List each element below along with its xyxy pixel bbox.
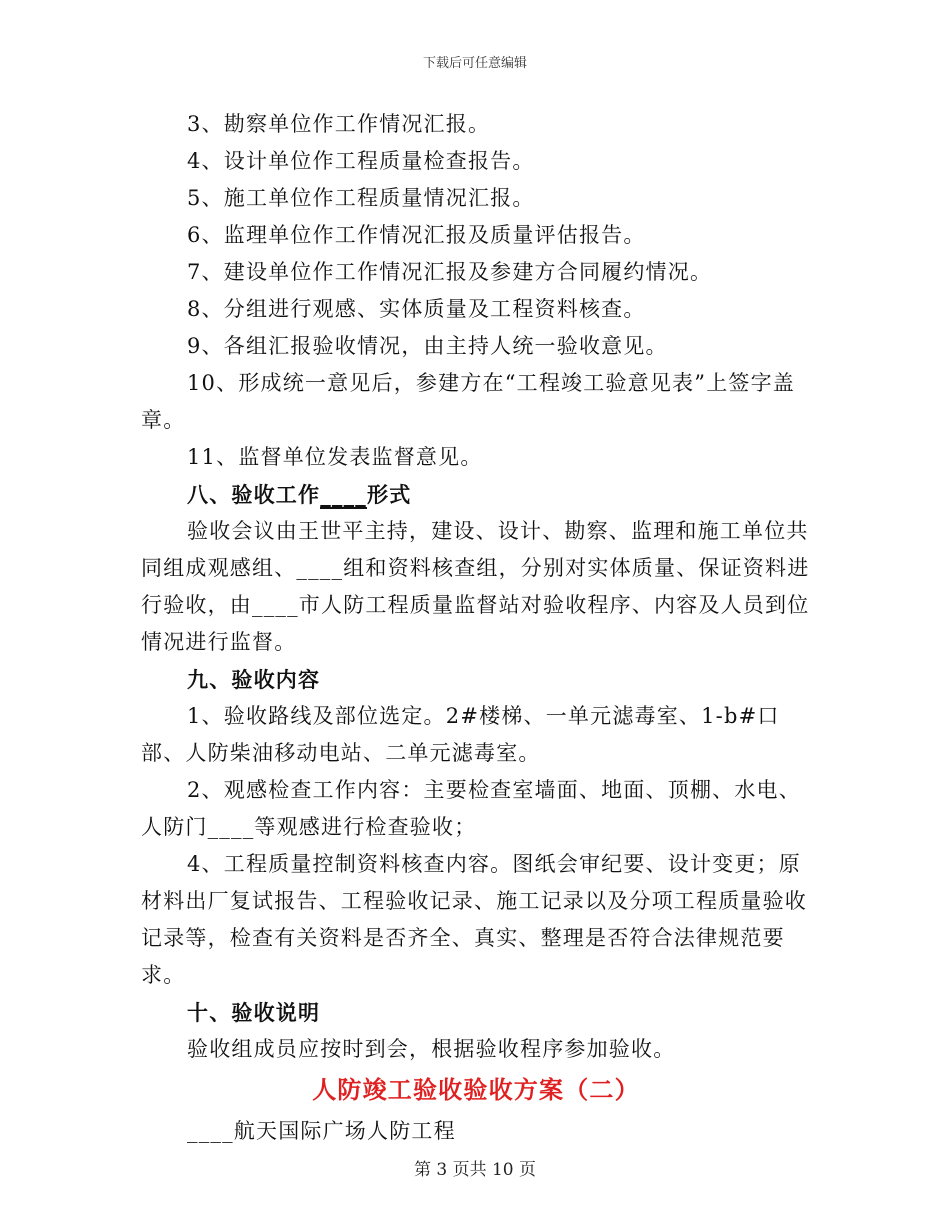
list-item: 8、分组进行观感、实体质量及工程资料核查。 <box>187 297 646 321</box>
section-heading-10: 十、验收说明 <box>187 1000 321 1025</box>
section-8-body: 验收会议由王世平主持，建设、设计、勘察、监理和施工单位共同组成观感组、____组和资料核查组，分别对实体质量、保证资料进行验收，由____市人防工程质量监督站对验收程序、内容及人员到位情况进行监督。 <box>141 519 810 654</box>
list-item: 1、验收路线及部位选定。2#楼梯、一单元滤毒室、1-b#口部、人防柴油移动电站、二单元滤毒室。 <box>141 704 780 765</box>
page-footer: 第 3 页共 10 页 <box>413 1160 537 1180</box>
document-body <box>141 106 811 1152</box>
list-item: 7、建设单位作工作情况汇报及参建方合同履约情况。 <box>187 260 713 284</box>
section-heading-8 <box>141 476 811 513</box>
list-item: 6、监理单位作工作情况汇报及质量评估报告。 <box>187 223 646 247</box>
list-item: 4、设计单位作工程质量检查报告。 <box>187 149 535 173</box>
list-item: 4、工程质量控制资料核查内容。图纸会审纪要、设计变更；原材料出厂复试报告、工程验收记录、施工记录以及分项工程质量验收记录等，检查有关资料是否齐全、真实、整理是否符合法律规范要求。 <box>141 852 807 987</box>
list-item: 3、勘察单位作工作情况汇报。 <box>187 112 491 136</box>
section-heading-9: 九、验收内容 <box>187 667 321 692</box>
heading-blank: ____ <box>320 482 368 507</box>
heading-suffix: 形式 <box>367 482 412 507</box>
list-item: 10、形成统一意见后，参建方在“工程竣工验意见表”上签字盖章。 <box>141 371 795 432</box>
list-item: 9、各组汇报验收情况，由主持人统一验收意见。 <box>187 334 668 358</box>
section-10-body: 验收组成员应按时到会，根据验收程序参加验收。 <box>187 1037 676 1061</box>
heading-prefix: 八、验收工作 <box>187 482 321 507</box>
page-header: 下载后可任意编辑 <box>422 56 527 71</box>
list-item: 2、观感检查工作内容：主要检查室墙面、地面、顶棚、水电、人防门____等观感进行检查验收； <box>141 778 801 839</box>
list-item: 11、监督单位发表监督意见。 <box>187 445 483 469</box>
document-title-2: 人防竣工验收验收方案（二） <box>312 1075 640 1104</box>
list-item: 5、施工单位作工程质量情况汇报。 <box>187 186 535 210</box>
document-subtitle-2: ____航天国际广场人防工程 <box>187 1119 456 1143</box>
